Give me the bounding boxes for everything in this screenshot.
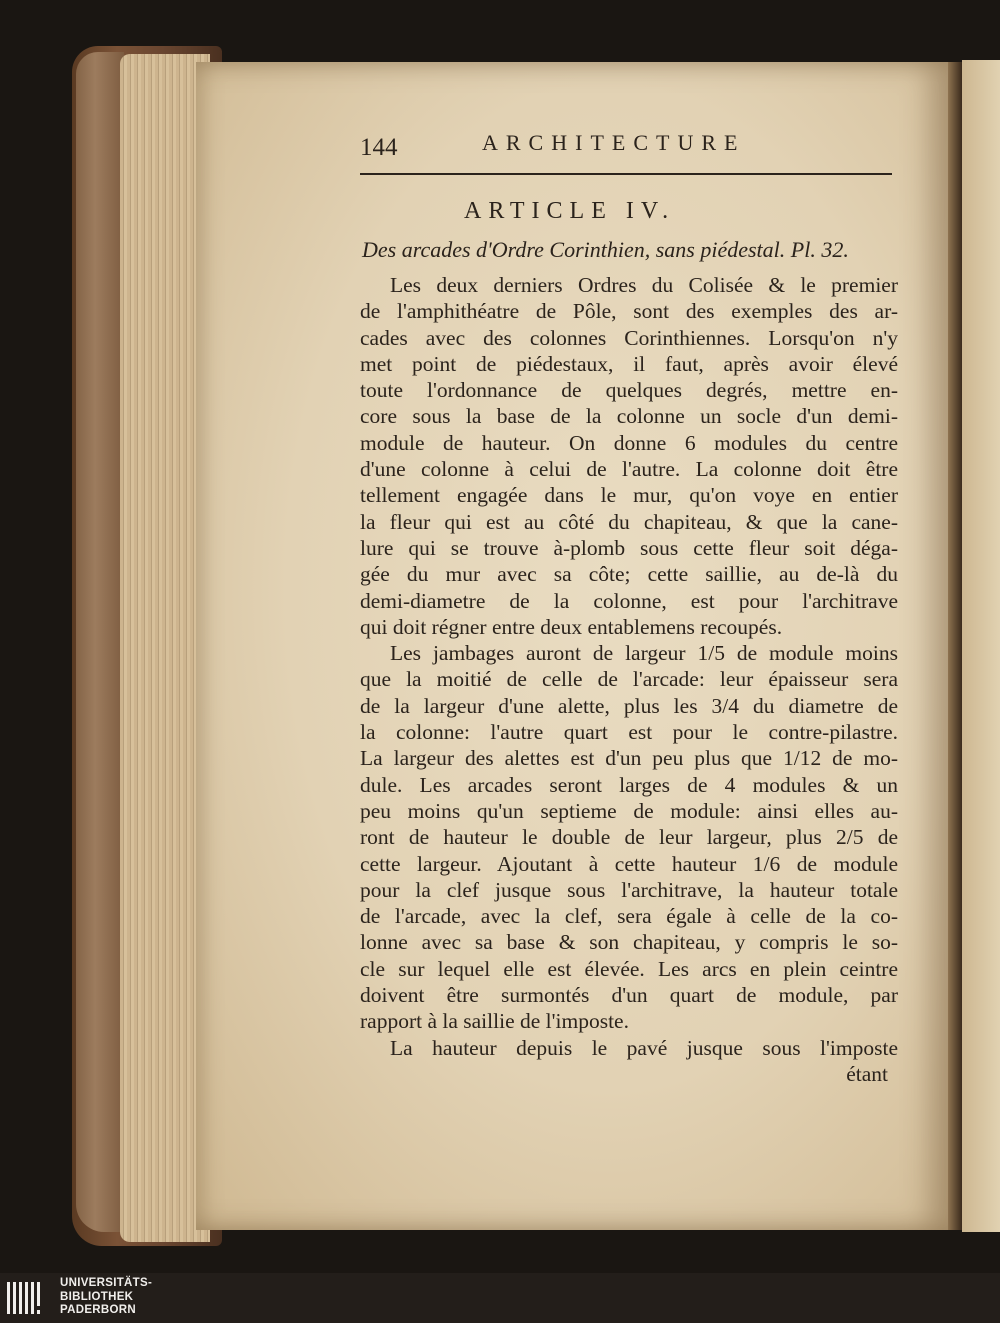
- text-line: demi-diametre de la colonne, est pour l'architrave: [360, 588, 898, 613]
- text-line: cades avec des colonnes Corinthiennes. Lorsqu'on n'y: [360, 325, 898, 350]
- page-number: 144: [360, 134, 398, 161]
- text-line: tellement engagée dans le mur, qu'on voye en entier: [360, 483, 898, 508]
- text-line: Les deux derniers Ordres du Colisée & le premier: [390, 273, 898, 297]
- text-line: Les jambages auront de largeur 1/5 de module moins: [390, 641, 898, 666]
- header-rule: [360, 173, 892, 175]
- article-heading: ARTICLE IV.: [464, 198, 676, 224]
- text-line: La hauteur depuis le pavé jusque sous l'imposte: [390, 1035, 898, 1060]
- text-line: cle sur lequel elle est élevée. Les arcs en plein ceintre: [360, 956, 898, 981]
- text-line: La largeur des alettes est d'un peu plus que 1/12 de mo-: [360, 746, 898, 771]
- running-head: [360, 124, 900, 164]
- text-line: met point de piédestaux, il faut, après avoir élevé: [360, 351, 898, 376]
- text-line: gée du mur avec sa côte; cette saillie, au de-là du: [360, 562, 898, 587]
- facing-page-edge: [962, 60, 1000, 1232]
- article-subtitle: Des arcades d'Ordre Corinthien, sans piédestal. Pl. 32.: [362, 237, 849, 262]
- text-line: dule. Les arcades seront larges de 4 modules & un: [360, 772, 898, 797]
- text-line: la colonne: l'autre quart est pour le contre-pilastre.: [360, 720, 898, 745]
- library-footer: [0, 1273, 1000, 1323]
- book-gutter: [948, 62, 962, 1230]
- text-line: que la moitié de celle de l'arcade: leur épaisseur sera: [360, 667, 898, 692]
- text-line: qui doit régner entre deux entablemens recoupés.: [360, 614, 783, 639]
- text-line: de l'arcade, avec la clef, sera égale à celle de la co-: [360, 904, 898, 929]
- logo-line: UNIVERSITÄTS-: [60, 1277, 153, 1289]
- text-line: doivent être surmontés d'un quart de module, par: [360, 983, 898, 1008]
- logo-line: PADERBORN: [60, 1304, 136, 1316]
- text-line: toute l'ordonnance de quelques degrés, mettre en-: [360, 378, 898, 403]
- text-line: core sous la base de la colonne un socle d'un demi-: [360, 404, 898, 429]
- running-title: ARCHITECTURE: [482, 130, 746, 155]
- text-line: rapport à la saillie de l'imposte.: [360, 1009, 629, 1034]
- library-logo-text: [60, 1277, 152, 1318]
- text-line: la fleur qui est au côté du chapiteau, & que la cane-: [360, 509, 898, 534]
- text-line: cette largeur. Ajoutant à cette hauteur 1/6 de module: [360, 851, 898, 876]
- catchword: étant: [846, 1061, 888, 1086]
- text-line: lure qui se trouve à-plomb sous cette fleur soit déga-: [360, 535, 898, 560]
- text-line: pour la clef jusque sous l'architrave, la hauteur totale: [360, 877, 898, 902]
- body-text: [360, 272, 898, 1087]
- text-line: ront de hauteur le double de leur largeur, plus 2/5 de: [360, 825, 898, 850]
- text-line: d'une colonne à celui de l'autre. La colonne doit être: [360, 457, 898, 482]
- text-line: de l'amphithéatre de Pôle, sont des exemples des ar-: [360, 299, 898, 324]
- text-line: lonne avec sa base & son chapiteau, y compris le so-: [360, 930, 898, 955]
- text-line: de la largeur d'une alette, plus les 3/4 du diametre de: [360, 693, 898, 718]
- logo-line: BIBLIOTHEK: [60, 1290, 134, 1303]
- library-barcode-logo-icon: [6, 1276, 50, 1320]
- text-line: peu moins qu'un septieme de module: ainsi elles au-: [360, 798, 898, 823]
- book-cover-wear: [76, 52, 124, 1232]
- text-line: module de hauteur. On donne 6 modules du centre: [360, 430, 898, 455]
